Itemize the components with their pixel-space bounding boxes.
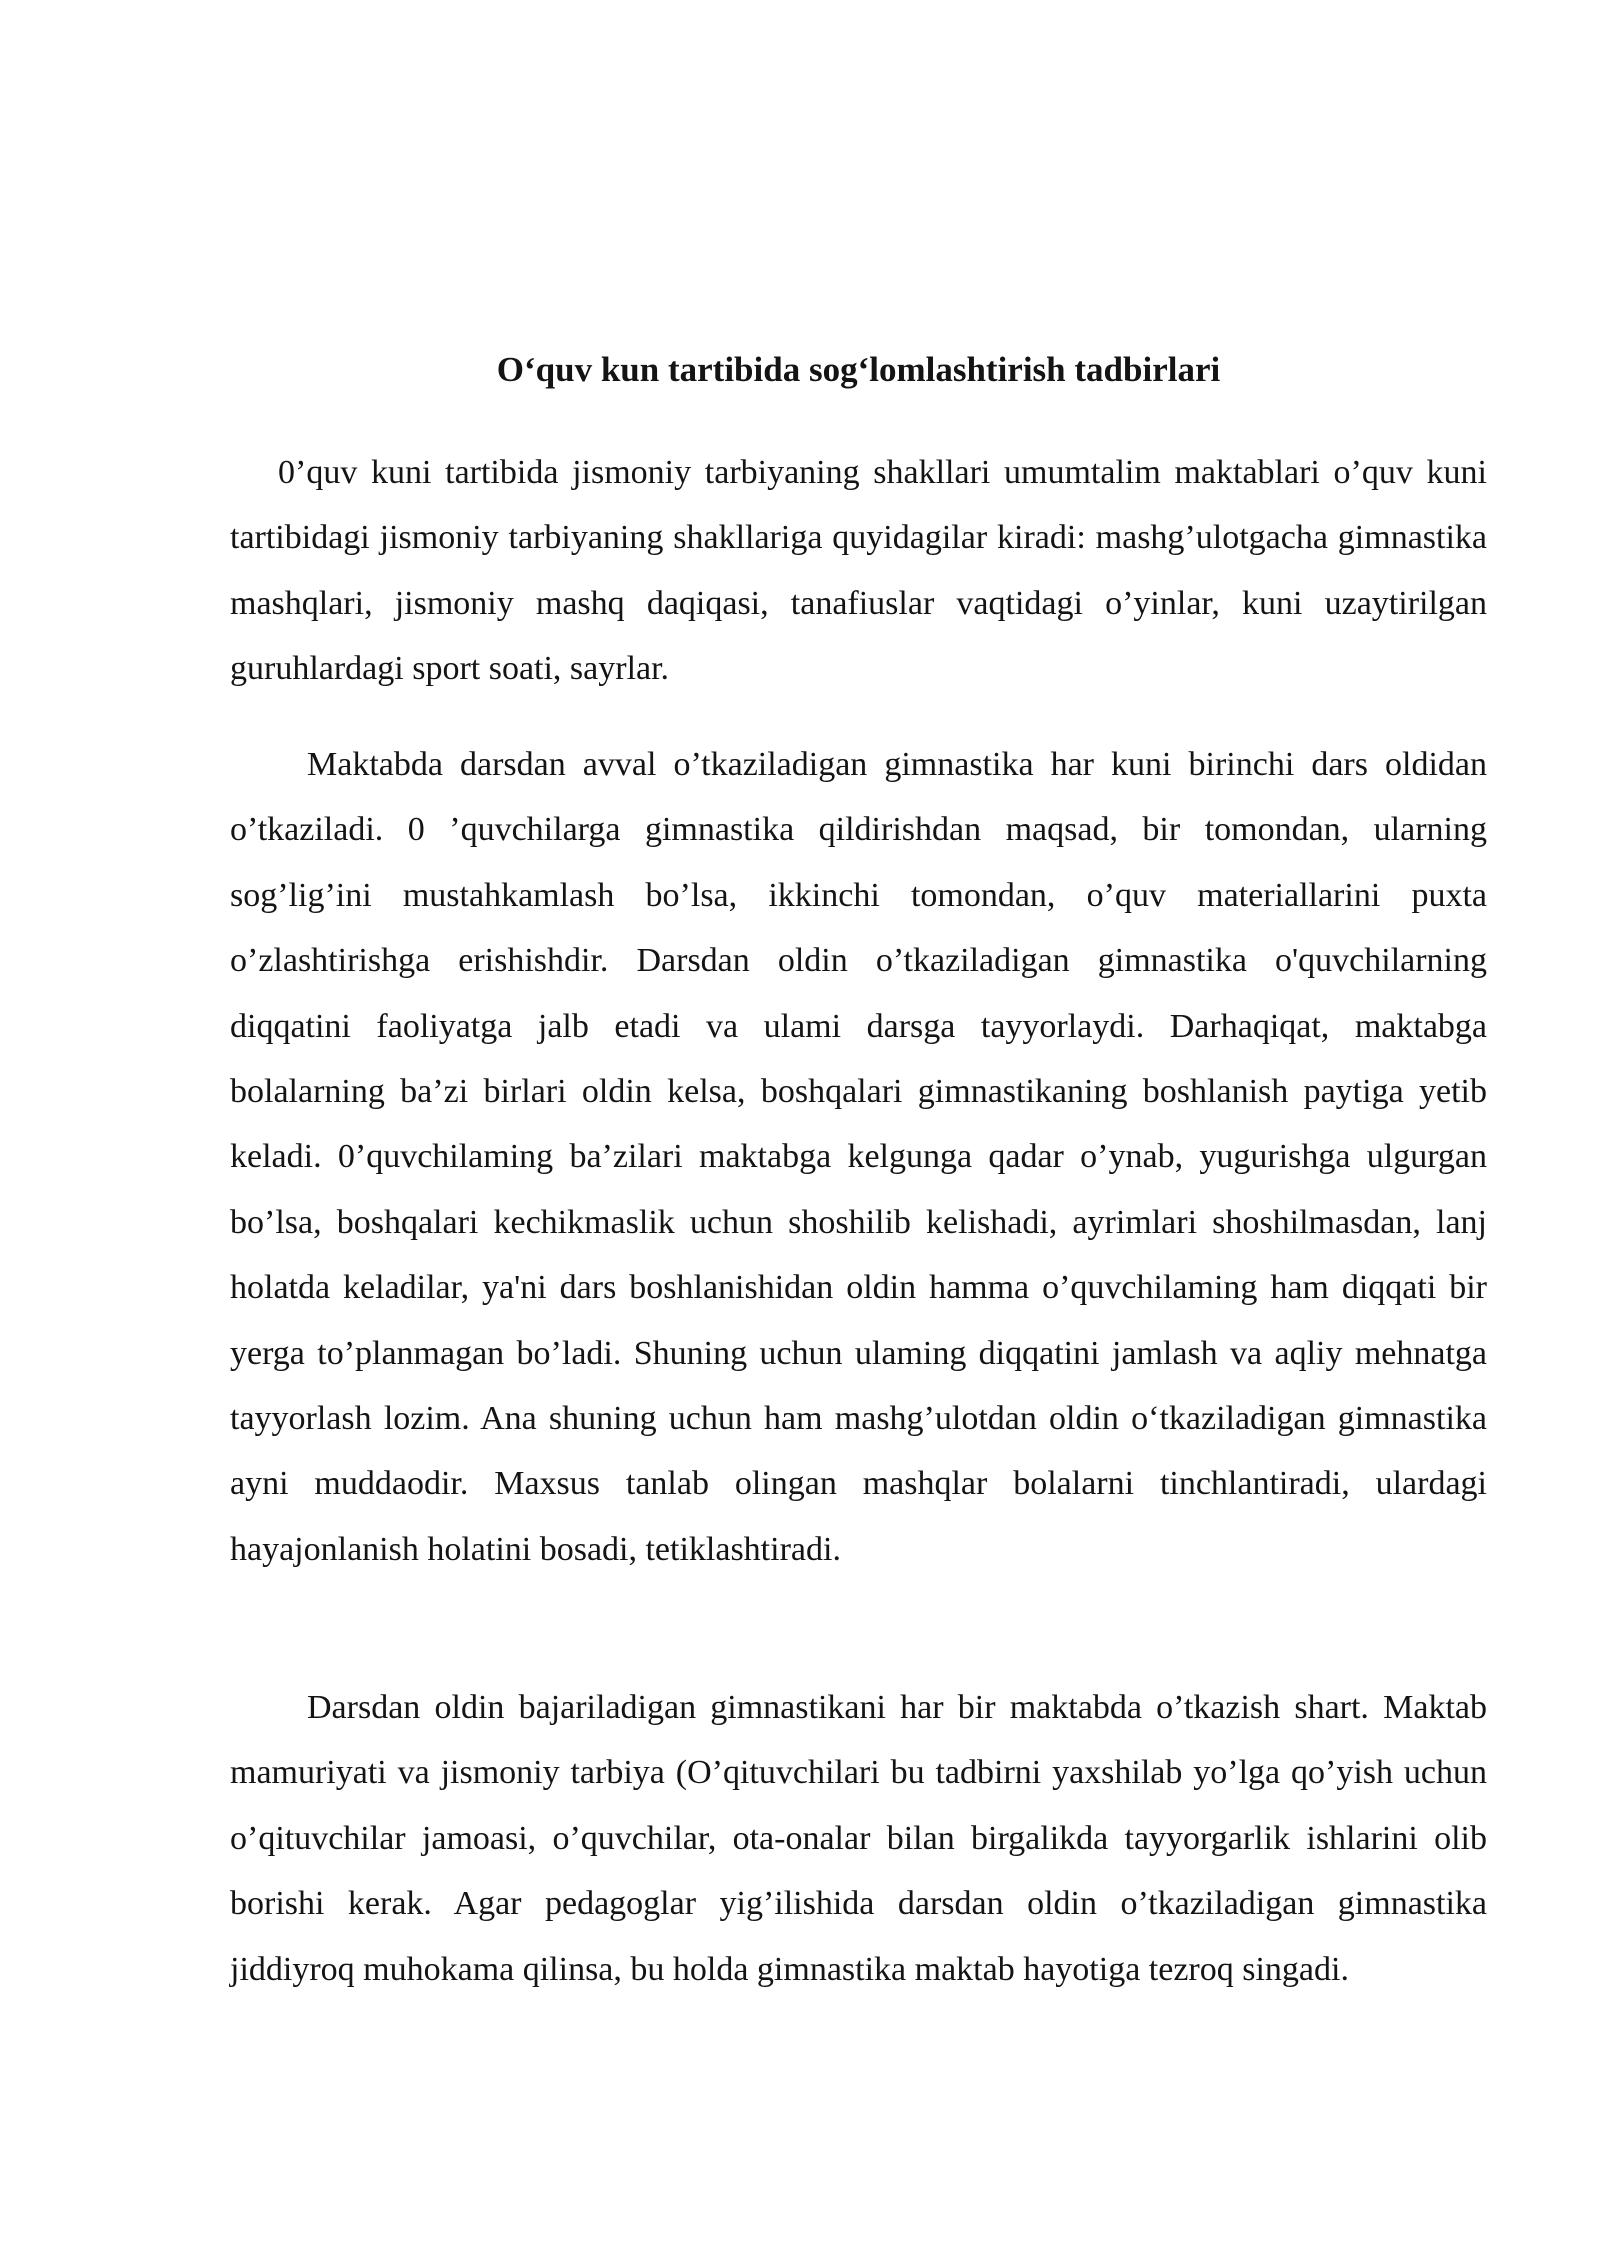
paragraph-2: Maktabda darsdan avval o’tkaziladigan gimnastika har kuni birinchi dars oldidan o’tkaziladi. 0 ’quvchilarga gimnastika qildirishdan maqsad, bir tomondan, ularning sog’lig’ini mustahkamlash bo’lsa, ikkinchi tomondan, o’quv materiallarini puxta o’zlashtirishga erishishdir. Darsdan oldin o’tkaziladigan gimnastika o'quvchilarning diqqatini faoliyatga jalb etadi va ulami darsga tayyorlaydi. Darhaqiqat, maktabga bolalarning ba’zi birlari oldin kelsa, boshqalari gimnastikaning boshlanish paytiga yetib keladi. 0’quvchilaming ba’zilari maktabga kelgunga qadar o’ynab, yugurishga ulgurgan bo’lsa, boshqalari kechikmaslik uchun shoshilib kelishadi, ayrimlari shoshilmasdan, lanj holatda keladilar, ya'ni dars boshlanishidan oldin hamma o’quvchilaming ham diqqati bir yerga to’planmagan bo’ladi. Shuning uchun ulaming diqqatini jamlash va aqliy mehnatga tayyorlash lozim. Ana shuning uchun ham mashg’ulotdan oldin o‘tkaziladigan gimnastika ayni muddaodir. Maxsus tanlab olingan mashqlar bolalarni tinchlantiradi, ulardagi hayajonlanish holatini bosadi, tetiklashtiradi. <box>230 746 1487 1568</box>
paragraph-1: 0’quv kuni tartibida jismoniy tarbiyaning shakllari umumtalim maktablari o’quv kuni tartibidagi jismoniy tarbiyaning shakllariga quyidagilar kiradi: mashg’ulotgacha gimnastika mashqlari, jismoniy mashq daqiqasi, tanafiuslar vaqtidagi o’yinlar, kuni uzaytirilgan guruhlardagi sport soati, sayrlar. <box>230 454 1487 688</box>
page-title: O‘quv kun tartibida sog‘lomlashtirish tadbirlari <box>496 350 1221 389</box>
paragraph-3: Darsdan oldin bajariladigan gimnastikani har bir maktabda o’tkazish shart. Maktab mamuriyati va jismoniy tarbiya (O’qituvchilari bu tadbirni yaxshilab yo’lga qo’yish uchun o’qituvchilar jamoasi, o’quvchilar, ota-onalar bilan birgalikda tayyorgarlik ishlarini olib borishi kerak. Agar pedagoglar yig’ilishida darsdan oldin o’tkaziladigan gimnastika jiddiyroq muhokama qilinsa, bu holda gimnastika maktab hayotiga tezroq singadi. <box>230 1689 1487 1988</box>
